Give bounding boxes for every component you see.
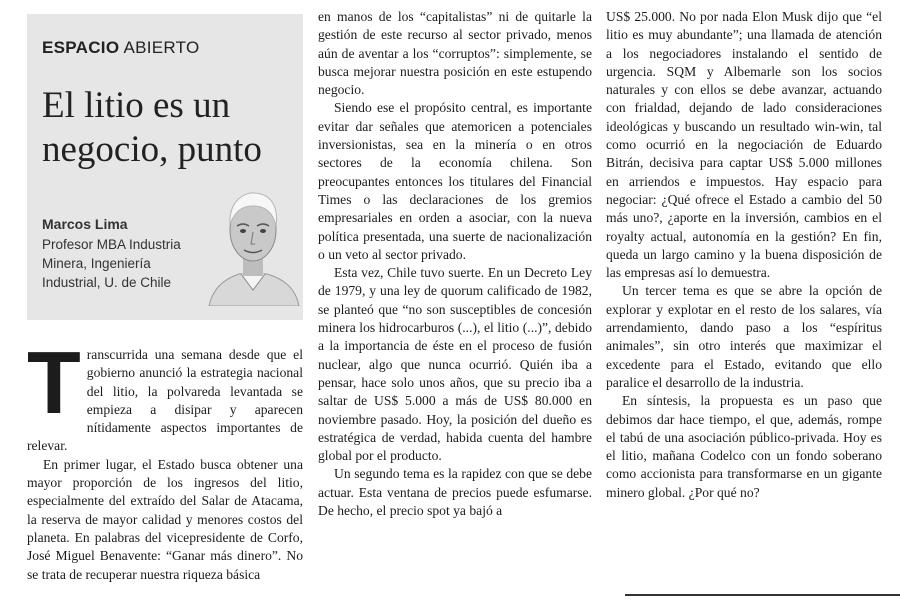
paragraph: En primer lugar, el Estado busca obtener una mayor proporción de los ingresos del litio, especialmente del extraído del Salar de Atacama, la reserva de mayor calidad y menores costos del planeta. En palabras del vicepresidente de Corfo, José Miguel Benavente: “Ganar más dinero”. No se trata de recuperar nuestra riqueza básica <box>27 456 303 582</box>
paragraph <box>27 333 303 456</box>
section-label-bold: ESPACIO <box>42 38 120 57</box>
section-label <box>42 38 200 58</box>
paragraph: US$ 25.000. No por nada Elon Musk dijo que “el litio es muy abundante”; una llamada de atención a los negociadores instalando el sentido de urgencia. SQM y Albemarle son los socios naturales y con ellos se debe avanzar, actuando con frialdad, dejando de lado consideraciones ideológicas y buscando un resultado win-win, tal como ocurrió en la negociación de Eduardo Bitrán, decisiva para captar US$ 5.000 millones en arriendos e impuestos. Hay espacio para negociar: ¿Qué ofrece el Estado a cambio del 50 más uno?, ¿aporte en la inversión, cambios en el royalty actual, autonomía en la gestión? En fin, queda un largo camino y la buena disposición de las empresas así lo demuestra. <box>606 9 882 281</box>
paragraph: Un segundo tema es la rapidez con que se debe actuar. Esta ventana de precios puede esfumarse. De hecho, el precio spot ya bajó a <box>318 466 592 519</box>
column-2 <box>318 8 592 520</box>
author-role: Profesor MBA Industria Minera, Ingeniería Industrial, U. de Chile <box>42 237 181 290</box>
paragraph: Un tercer tema es que se abre la opción de explorar y explotar en el resto de los salares, vía arrendamiento, dando paso a los “espíritus animales”, sin otro interés que maximizar el excedente para el Estado, evitando que ello paralice el desarrollo de la industria. <box>606 283 882 390</box>
article-headline: El litio es un negocio, punto <box>42 85 262 170</box>
paragraph: Siendo ese el propósito central, es importante evitar dar señales que atemoricen a potenciales inversionistas, sea en la minería o en otros sectores de la economía chilena. Son preocupantes entonces los titulares del Financial Times o las declaraciones de los gremios empresariales en orden a asociar, con la nueva política presentada, una suerte de nacionalización o un veto al sector privado. <box>318 100 592 262</box>
paragraph: En síntesis, la propuesta es un paso que debimos dar hace tiempo, el que, además, rompe el tabú de una asociación público-privada. Hoy es el litio, mañana Codelco con un fondo soberano como accionista para transformarse en un gigante minero global. ¿Por qué no? <box>606 393 882 500</box>
paragraph: en manos de los “capitalistas” ni de quitarle la gestión de este recurso al sector privado, menos aún de aventar a los “corruptos”: simplemente, se busca mejorar nuestra posición en este estupendo negocio. <box>318 9 592 98</box>
paragraph-text: ranscurrida una semana desde que el gobierno anunció la estrategia nacional del litio, la polvareda levantada se empieza a disipar y aparecen nítidamente aspectos importantes de relevar. <box>27 347 303 454</box>
bottom-rule <box>625 594 900 596</box>
author-name: Marcos Lima <box>42 216 128 232</box>
drop-cap: T <box>27 333 81 432</box>
author-block <box>42 215 212 292</box>
section-label-light: ABIERTO <box>123 38 200 57</box>
paragraph: Esta vez, Chile tuvo suerte. En un Decreto Ley de 1979, y una ley de quorum calificado de 1982, se planteó que “no son susceptibles de concesión minera los hidrocarburos (...), el litio (...)”, debido a la importancia de éste en el proceso de fusión nuclear, algo que nunca ocurrió. Quién iba a pensar, hace solo unos años, que su precio iba a saltar de US$ 5.000 a más de US$ 80.000 en noviembre pasado. Hoy, la posición del dueño es estratégica de verdad, habida cuenta del hambre global por el producto. <box>318 265 592 464</box>
column-3 <box>606 8 882 502</box>
column-1 <box>27 333 303 584</box>
author-portrait <box>205 182 301 306</box>
